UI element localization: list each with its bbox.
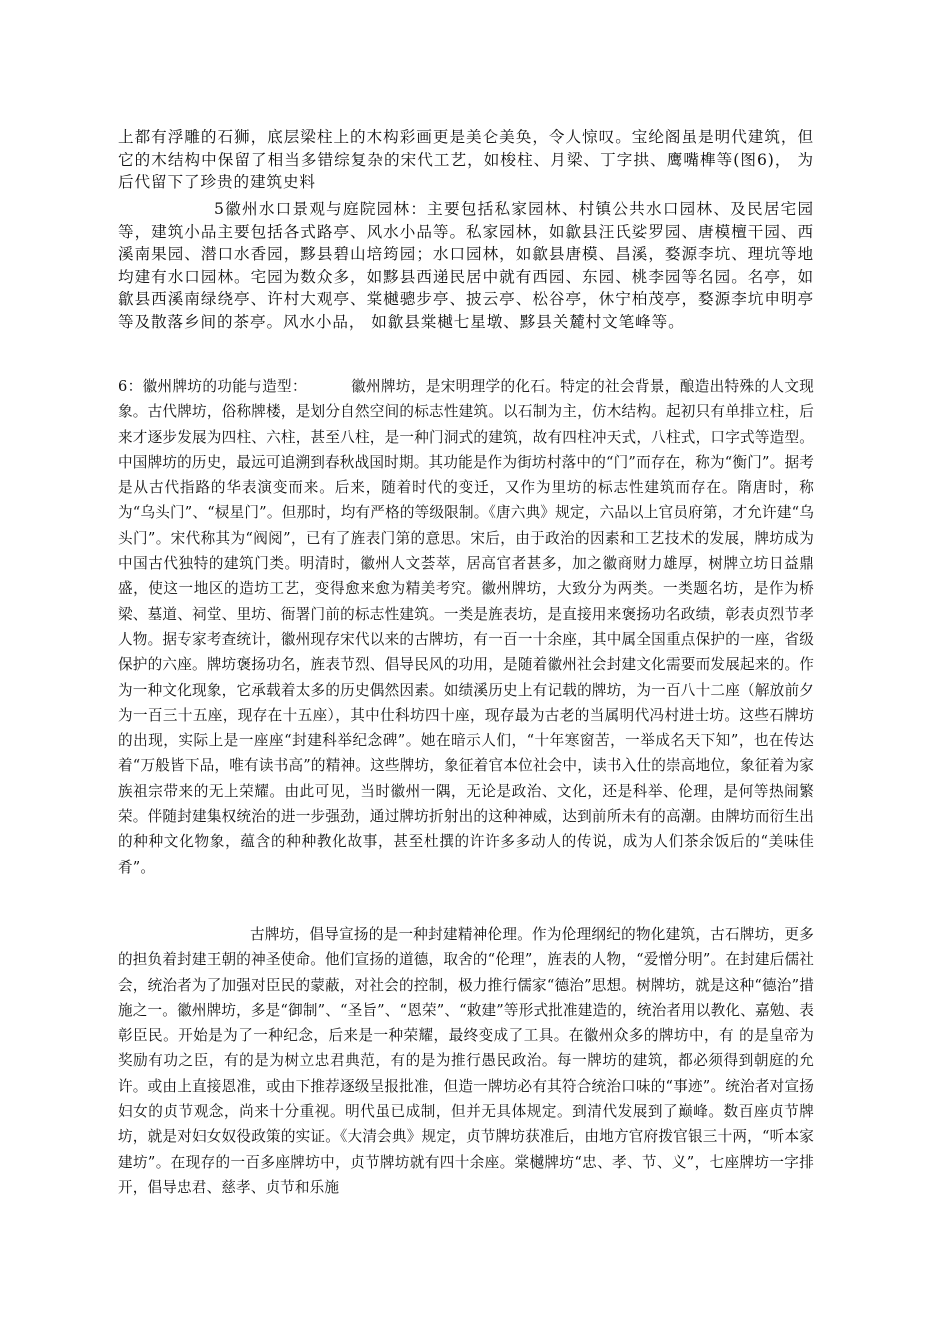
paragraph-text: 古牌坊，倡导宣扬的是一种封建精神伦理。作为伦理纲纪的物化建筑，古石牌坊，更多的担负着封建王朝的神圣使命。他们宣扬的道德，取舍的“伦理”，旌表的人物，“爱憎分明”。在封建后儒社会，统治者为了加强对臣民的蒙蔽，对社会的控制，极力推行儒家“德治”思想。树牌坊，就是这种“德治”措施之一。徽州牌坊，多是“御制”、“圣旨”、“恩荣”、“敕建”等形式批准建造的，统治者用以教化、嘉勉、表彰臣民。开始是为了一种纪念，后来是一种荣耀，最终变成了工具。在徽州众多的牌坊中，有 的是皇帝为奖励有功之臣，有的是为树立忠君典范，有的是为推行愚民政治。每一牌坊的建筑，都必须得到朝庭的允许。或由上直接恩准，或由下推荐逐级呈报批准，但造一牌坊必有其符合统治口味的“事迹”。统治者对宣扬妇女的贞节观念，尚来十分重视。明代虽已成制，但并无具体规定。到清代发展到了巅峰。数百座贞节牌坊，就是对妇女奴役政策的实证。《大清会典》规定，贞节牌坊获准后，由地方官府拨官银三十两，“听本家建坊”。在现存的一百多座牌坊中，贞节牌坊就有四十余座。棠樾牌坊“忠、孝、节、义”，七座牌坊一字排开，倡导忠君、慈孝、贞节和乐施	[118, 926, 814, 1196]
paragraph-water-gardens	[118, 198, 814, 333]
paragraph-archway-ethics	[118, 922, 814, 1200]
paragraph-archway-function	[118, 374, 814, 880]
section-heading: 6：徽州牌坊的功能与造型：	[118, 378, 307, 395]
paragraph-text: 上都有浮雕的石狮，底层梁柱上的木构彩画更是美仑美奂，令人惊叹。宝纶阁虽是明代建筑，但它的木结构中保留了相当多错综复杂的宋代工艺，如梭柱、月梁、丁字拱、鹰嘴榫等(图6)， 为后代留下了珍贵的建筑史料	[118, 128, 814, 191]
paragraph-body	[118, 374, 814, 880]
paragraph-text: 5徽州水口景观与庭院园林：主要包括私家园林、村镇公共水口园林、及民居宅园等，建筑小品主要包括各式路亭、风水小品等。私家园林，如歙县汪氏娑罗园、唐模檀干园、西溪南果园、潜口水香园，黟县碧山培筠园；水口园林，如歙县唐模、昌溪，婺源李坑、理坑等地均建有水口园林。宅园为数众多，如黟县西递民居中就有西园、东园、桃李园等名园。名亭，如歙县西溪南绿绕亭、许村大观亭、棠樾骢步亭、披云亭、松谷亭，休宁柏茂亭，婺源李坑申明亭等及散落乡间的茶亭。风水小品， 如歙县棠樾七星墩、黟县关麓村文笔峰等。	[118, 200, 814, 331]
paragraph-text: 徽州牌坊，是宋明理学的化石。特定的社会背景，酿造出特殊的人文现象。古代牌坊，俗称牌楼，是划分自然空间的标志性建筑。以石制为主，仿木结构。起初只有单排立柱，后来才逐步发展为四柱、六柱，甚至八柱，是一种门洞式的建筑，故有四柱冲天式，八柱式，口字式等造型。中国牌坊的历史，最远可追溯到春秋战国时期。其功能是作为街坊村落中的“门”而存在，称为“衡门”。据考是从古代指路的华表演变而来。后来，随着时代的变迁，又作为里坊的标志性建筑而存在。隋唐时，称为“乌头门”、“棂星门”。但那时，均有严格的等级限制。《唐六典》规定，六品以上官员府第，才允许建“乌头门”。宋代称其为“阀阅”，已有了旌表门第的意思。宋后，由于政治的因素和工艺技术的发展，牌坊成为中国古代独特的建筑门类。明清时，徽州人文荟萃，居高官者甚多，加之徽商财力雄厚，树牌立坊日益鼎盛，使这一地区的造坊工艺，变得愈来愈为精美考究。徽州牌坊，大致分为两类。一类题名坊，是作为桥梁、墓道、祠堂、里坊、衙署门前的标志性建筑。一类是旌表坊，是直接用来褒扬功名政绩，彰表贞烈节孝人物。据专家考查统计，徽州现存宋代以来的古牌坊，有一百一十余座，其中属全国重点保护的一座，省级保护的六座。牌坊褒扬功名，旌表节烈、倡导民风的功用，是随着徽州社会封建文化需要而发展起来的。作为一种文化现象，它承载着太多的历史偶然因素。如绩溪历史上有记载的牌坊，为一百八十二座（解放前夕为一百三十五座，现存在十五座），其中仕科坊四十座，现存最为古老的当属明代冯村进士坊。这些石牌坊的出现，实际上是一座座“封建科举纪念碑”。她在暗示人们，“十年寒窗苦，一举成名天下知”，也在传达着“万般皆下品，唯有读书高”的精神。这些牌坊，象征着官本位社会中，读书入仕的崇高地位，象征着为家族祖宗带来的无上荣耀。由此可见，当时徽州一隅，无论是政治、文化，还是科举、伦理，是何等热闹繁荣。伴随封建集权统治的进一步强劲，通过牌坊折射出的这种神威，达到前所未有的高潮。由牌坊而衍生出的种种文化物象，蕴含的种种教化故事，甚至杜撰的许许多多动人的传说，成为人们茶余饭后的“美味佳肴”。	[118, 378, 814, 876]
paragraph-baolun-pavilion	[118, 126, 814, 194]
